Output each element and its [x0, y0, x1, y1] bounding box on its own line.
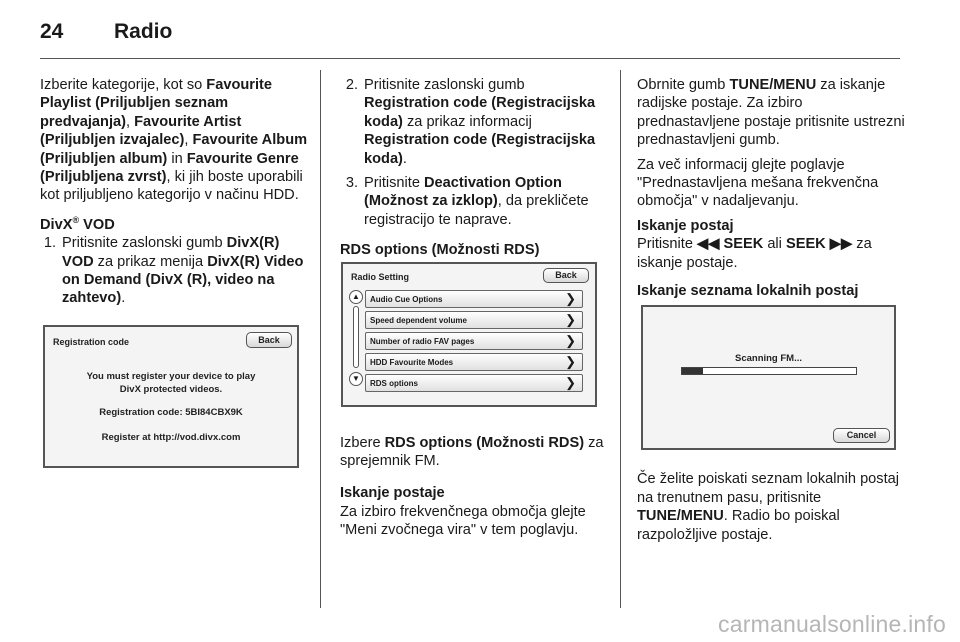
- screen-title: Registration code: [53, 337, 130, 347]
- chevron-right-icon: ❯: [565, 333, 576, 348]
- menu-item-speed-dependent-volume[interactable]: Speed dependent volume ❯: [365, 311, 583, 329]
- seek-heading: Iskanje postaj: [637, 217, 734, 234]
- step-number: 1.: [43, 235, 56, 252]
- step-1: [40, 234, 308, 308]
- scan-progress-fill: [682, 368, 703, 374]
- scan-progress-bar: [681, 367, 857, 375]
- chevron-right-icon: ❯: [565, 354, 576, 369]
- local-stations-paragraph: Če želite poiskati seznam lokalnih postaj na trenutnem pasu, pritisnite TUNE/MENU. Radio bo poiskal razpoložljive postaje.: [637, 471, 900, 543]
- step-text: Pritisnite zaslonski gumb Registration code (Registracijska koda) za prikaz informacij Registration code (Registracijska koda).: [364, 77, 596, 167]
- step-number: 3.: [345, 175, 358, 192]
- menu-item-number-of-radio-fav-pages[interactable]: Number of radio FAV pages ❯: [365, 332, 583, 350]
- local-stations-heading: Iskanje seznama lokalnih postaj: [637, 283, 859, 300]
- tune-paragraph: Za izbiro frekvenčnega območja glejte "Meni zvočnega vira" v tem poglavju.: [340, 503, 586, 539]
- register-message-line-1: You must register your device to play: [86, 371, 256, 382]
- divx-heading: DivX® VOD: [40, 214, 115, 233]
- preset-info-paragraph: Za več informacij glejte poglavje "Prednastavljena mešana frekvenčna območja" v nadaljevanju.: [637, 156, 879, 210]
- back-button[interactable]: Back: [543, 268, 589, 283]
- tune-heading: Iskanje postaje: [340, 485, 445, 502]
- intro-paragraph: Izberite kategorije, kot so Favourite Playlist (Priljubljen seznam predvajanja), Favourite Artist (Priljubljen izvajalec), Favourite Album (Priljubljen album) in Favourite Genre (Priljubljena zvrst), ki jih boste uporabili kot priljubljeno kategorijo v načinu HDD.: [40, 77, 308, 204]
- cancel-button[interactable]: Cancel: [833, 428, 890, 443]
- scroll-down-icon[interactable]: ▼: [349, 372, 363, 386]
- scanning-text: Scanning FM...: [734, 353, 803, 364]
- step-number: 2.: [345, 77, 358, 93]
- watermark: carmanualsonline.info: [718, 611, 946, 637]
- header-rule: [40, 58, 900, 59]
- rds-heading: RDS options (Možnosti RDS): [340, 242, 540, 259]
- radio-setting-screen: [341, 262, 597, 407]
- registration-code: Registration code: 5BI84CBX9K: [99, 407, 243, 418]
- scroll-up-icon[interactable]: ▲: [349, 290, 363, 304]
- step-2: [340, 76, 612, 168]
- column-divider: [320, 70, 321, 608]
- register-url: Register at http://vod.divx.com: [101, 432, 241, 443]
- register-message-line-2: DivX protected videos.: [119, 384, 223, 395]
- page-title: Radio: [114, 20, 173, 43]
- step-text: Pritisnite zaslonski gumb DivX(R) VOD za prikaz menija DivX(R) Video on Demand (DivX (R), video na zahtevo).: [62, 235, 304, 307]
- column-1: [40, 76, 308, 308]
- step-text: Pritisnite Deactivation Option (Možnost za izklop), da prekličete registracijo te naprave.: [364, 175, 589, 228]
- registration-code-screen: [43, 325, 299, 468]
- scrollbar[interactable]: [353, 306, 359, 368]
- chevron-right-icon: ❯: [565, 375, 576, 390]
- screen-title: Radio Setting: [351, 272, 409, 282]
- chevron-right-icon: ❯: [565, 312, 576, 327]
- seek-paragraph: Pritisnite ◀◀ SEEK ali SEEK ▶▶ za iskanje postaje.: [637, 236, 872, 271]
- menu-item-hdd-favourite-modes[interactable]: HDD Favourite Modes ❯: [365, 353, 583, 371]
- rds-paragraph: Izbere RDS options (Možnosti RDS) za sprejemnik FM.: [340, 434, 604, 470]
- tune-menu-paragraph: Obrnite gumb TUNE/MENU za iskanje radijske postaje. Za izbiro prednastavljene postaje pritisnite ustrezni prednastavljeni gumb.: [637, 77, 905, 149]
- scanning-screen: [641, 305, 896, 450]
- menu-item-audio-cue-options[interactable]: Audio Cue Options ❯: [365, 290, 583, 308]
- back-button[interactable]: Back: [246, 332, 292, 348]
- column-divider: [620, 70, 621, 608]
- step-3: [340, 174, 612, 229]
- chevron-right-icon: ❯: [565, 291, 576, 306]
- page-header: [40, 20, 173, 44]
- page-number: 24: [40, 20, 64, 43]
- menu-item-rds-options[interactable]: RDS options ❯: [365, 374, 583, 392]
